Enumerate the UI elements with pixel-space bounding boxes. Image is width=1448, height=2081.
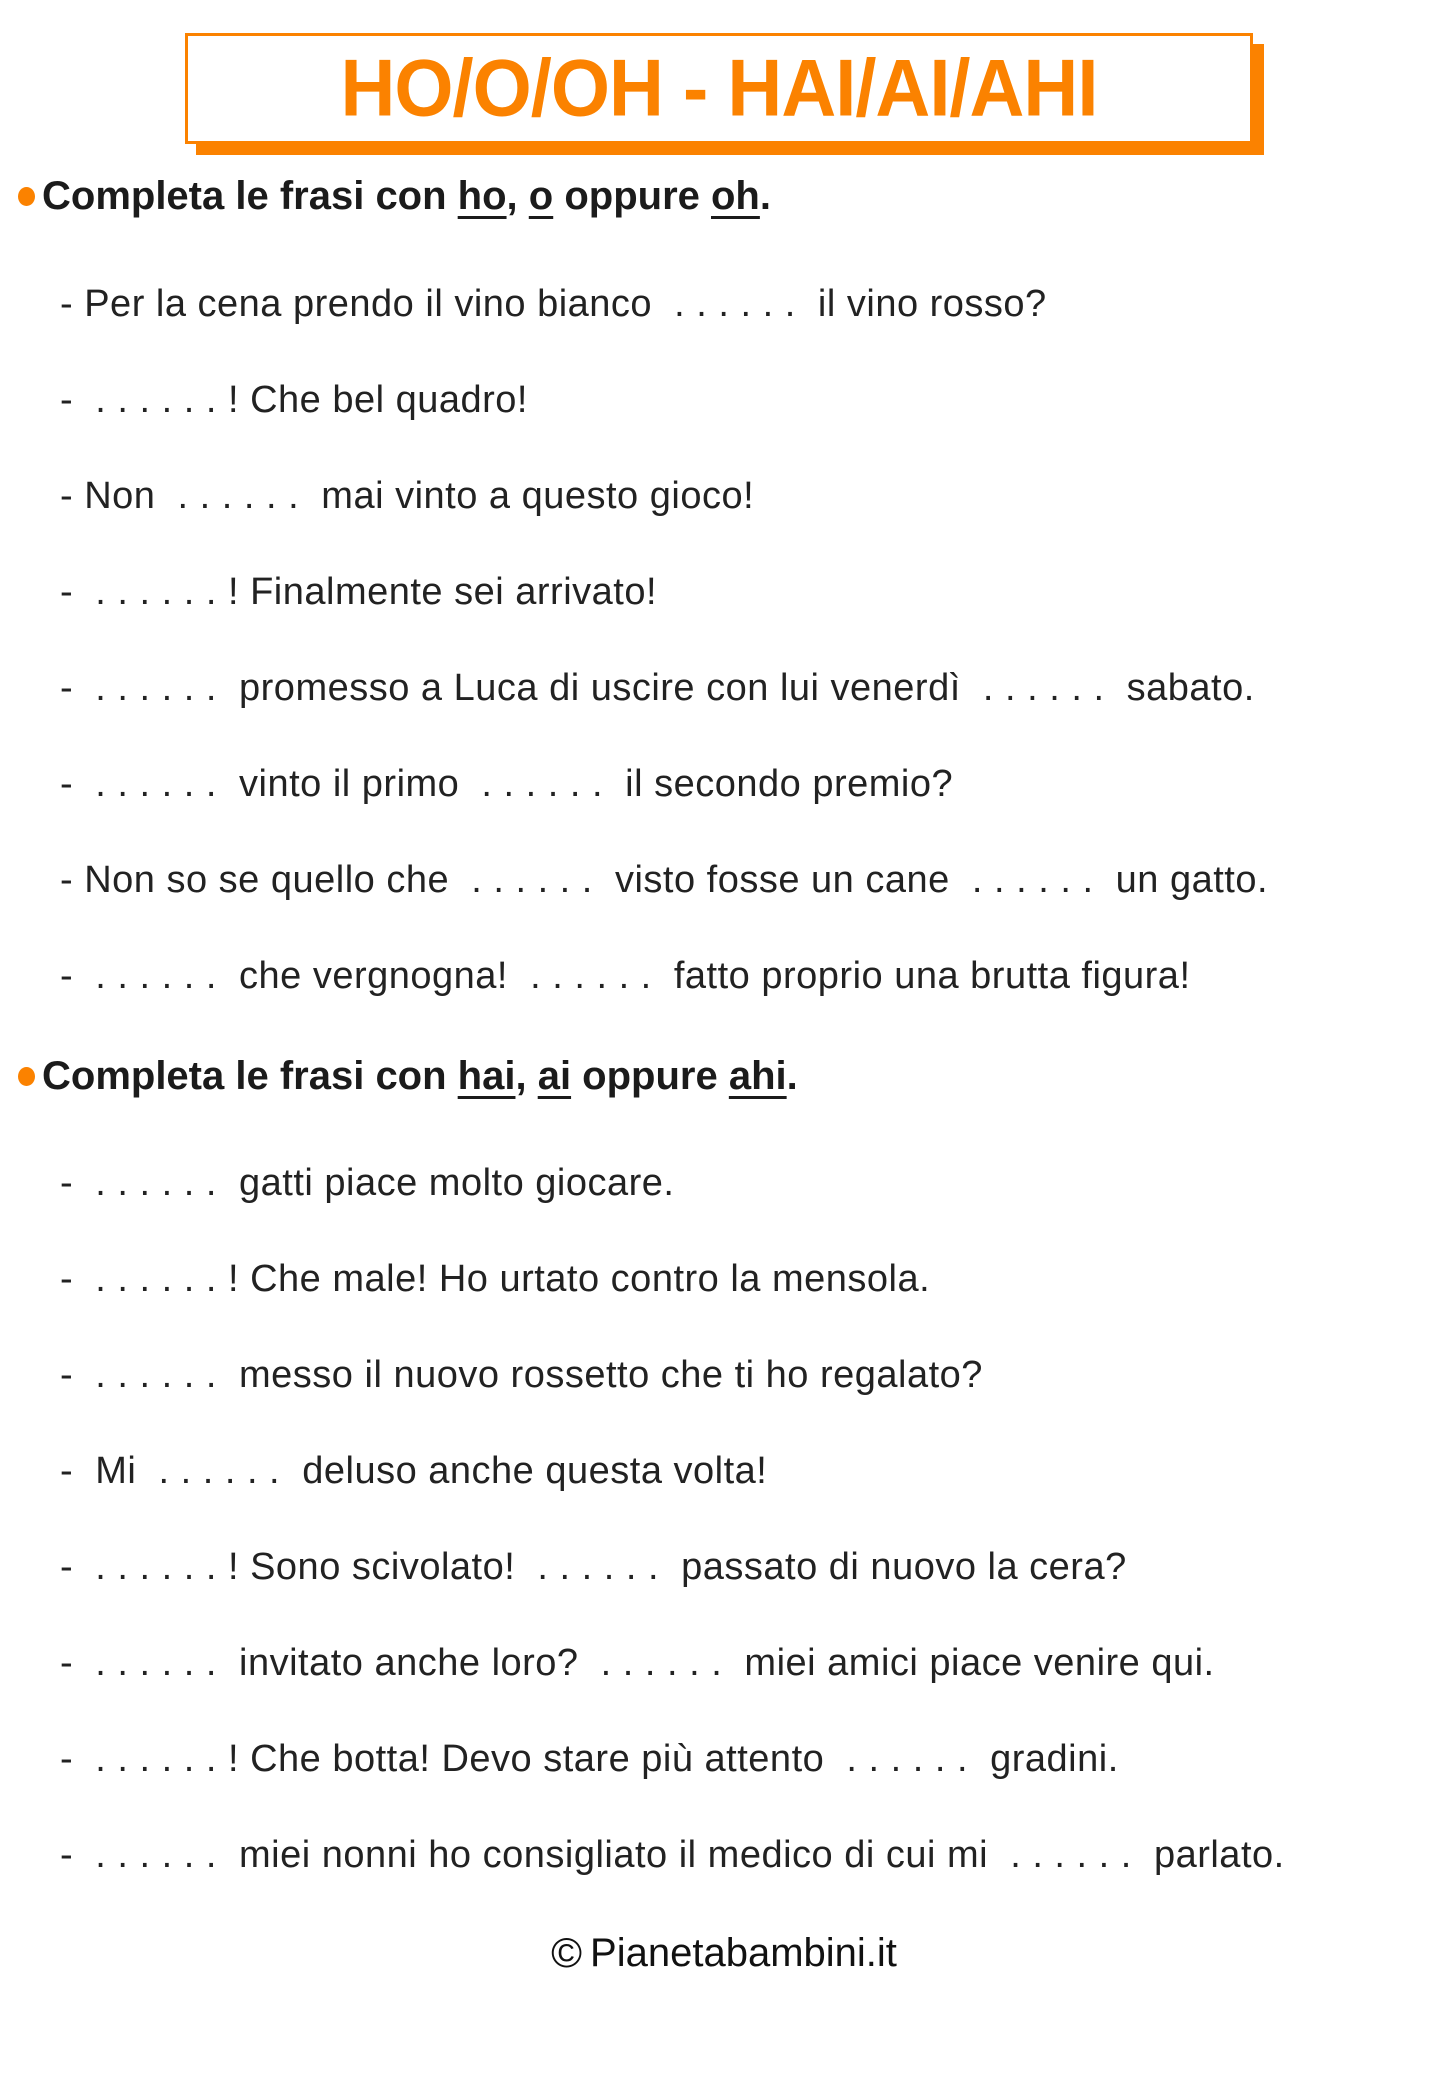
- sentence-line: - . . . . . . ! Che botta! Devo stare più attento . . . . . . gradini.: [60, 1738, 1119, 1780]
- sentence-line: - . . . . . . ! Che bel quadro!: [60, 379, 528, 421]
- sentence-line: - . . . . . . invitato anche loro? . . . . . . miei amici piace venire qui.: [60, 1642, 1215, 1684]
- sentence-line: - Non so se quello che . . . . . . visto fosse un cane . . . . . . un gatto.: [60, 859, 1269, 901]
- footer: [0, 1931, 1448, 1975]
- page-title: HO/O/OH - HAI/AI/AHI: [340, 43, 1098, 134]
- section-1-heading: [18, 172, 1448, 220]
- section-2-heading-text: [42, 1052, 798, 1100]
- heading-sep: oppure: [571, 1054, 729, 1098]
- sentence-line: - . . . . . . promesso a Luca di uscire con lui venerdì . . . . . . sabato.: [60, 667, 1255, 709]
- heading-suffix: .: [786, 1054, 798, 1098]
- section-2-heading: [18, 1052, 1448, 1100]
- sentence-line: - Per la cena prendo il vino bianco . . . . . . il vino rosso?: [60, 283, 1047, 325]
- heading-sep: ,: [506, 174, 529, 218]
- title-box: [185, 33, 1253, 144]
- heading-word-ahi: ahi: [728, 1054, 787, 1098]
- heading-suffix: .: [759, 174, 771, 218]
- sentence-line: - . . . . . . ! Sono scivolato! . . . . . . passato di nuovo la cera?: [60, 1546, 1127, 1588]
- heading-prefix: Completa le frasi con: [42, 174, 458, 218]
- sentence-line: - Non . . . . . . mai vinto a questo gioco!: [60, 475, 755, 517]
- heading-sep: ,: [515, 1054, 538, 1098]
- section-2-lines: [60, 1163, 1448, 1875]
- sentence-line: - . . . . . . ! Finalmente sei arrivato!: [60, 571, 658, 613]
- heading-prefix: Completa le frasi con: [42, 1054, 458, 1098]
- sentence-line: - . . . . . . miei nonni ho consigliato il medico di cui mi . . . . . . parlato.: [60, 1834, 1285, 1876]
- sentence-line: - . . . . . . che vergnogna! . . . . . . fatto proprio una brutta figura!: [60, 955, 1191, 997]
- section-1-heading-text: [42, 172, 771, 220]
- heading-word-ho: ho: [457, 174, 507, 218]
- sentence-line: - Mi . . . . . . deluso anche questa volta!: [60, 1450, 768, 1492]
- heading-word-ai: ai: [537, 1054, 572, 1098]
- sentence-line: - . . . . . . gatti piace molto giocare.: [60, 1162, 675, 1204]
- sentence-line: - . . . . . . messo il nuovo rossetto che ti ho regalato?: [60, 1354, 983, 1396]
- copyright-icon: ©: [551, 1929, 583, 1976]
- heading-sep: oppure: [553, 174, 711, 218]
- heading-word-hai: hai: [457, 1054, 516, 1098]
- heading-word-oh: oh: [711, 174, 760, 218]
- sentence-line: - . . . . . . vinto il primo . . . . . . il secondo premio?: [60, 763, 954, 805]
- heading-word-o: o: [528, 174, 554, 218]
- bullet-icon: [18, 187, 35, 206]
- section-1-lines: [60, 284, 1448, 996]
- footer-site-name: Pianetabambini.it: [590, 1931, 897, 1975]
- bullet-icon: [18, 1067, 35, 1086]
- sentence-line: - . . . . . . ! Che male! Ho urtato contro la mensola.: [60, 1258, 931, 1300]
